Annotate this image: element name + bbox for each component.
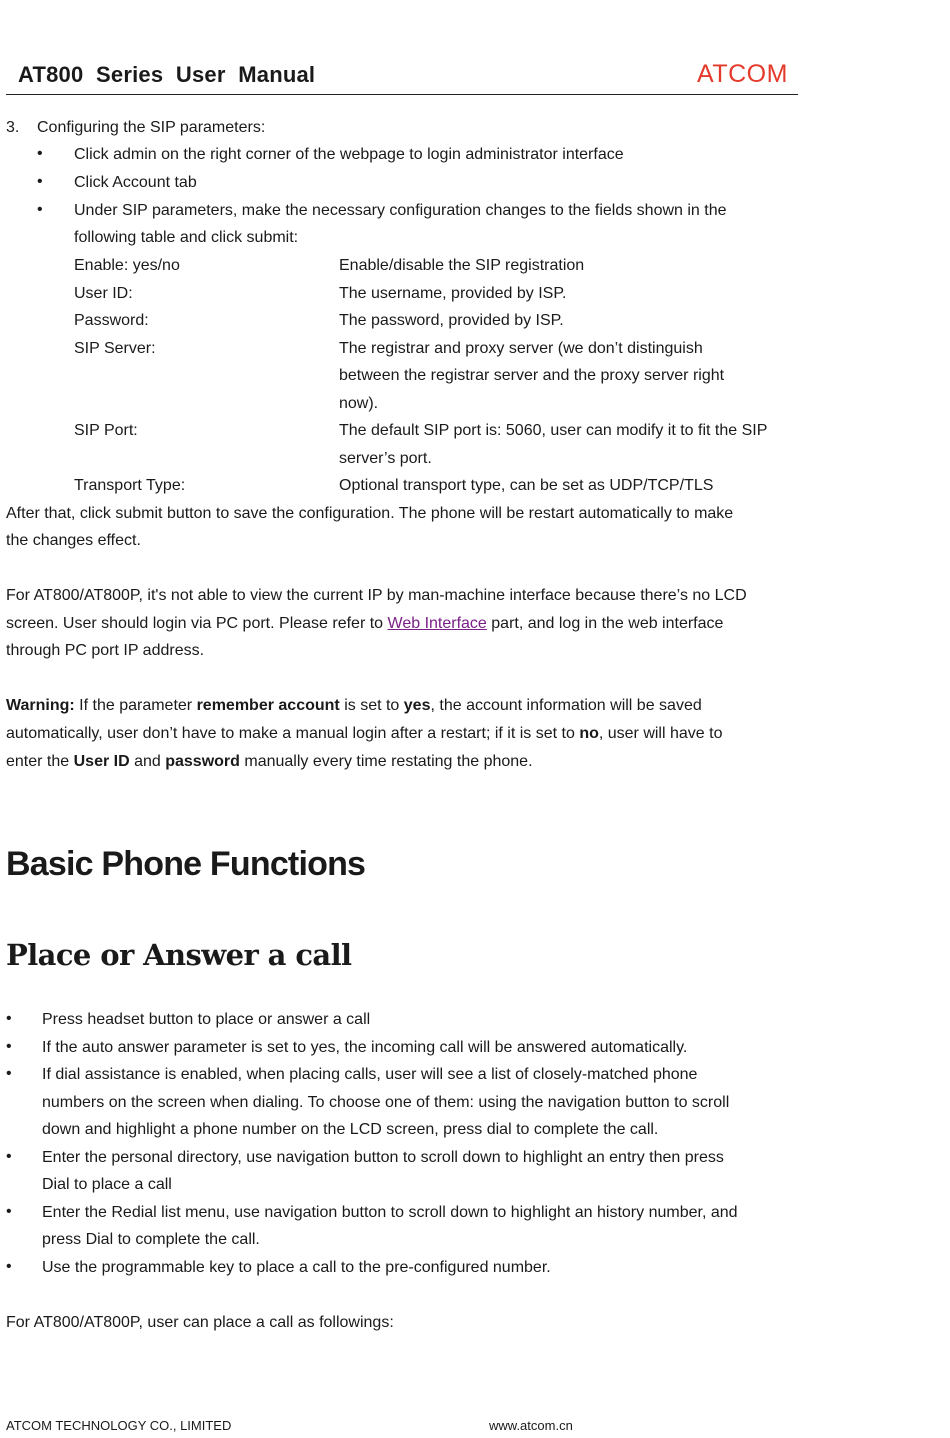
step-bullet: Click Account tab: [74, 174, 197, 191]
step-number: 3.: [6, 119, 20, 136]
param-name: Transport Type:: [74, 477, 186, 494]
paragraph-line: through PC port IP address.: [6, 642, 205, 659]
step-bullet: Click admin on the right corner of the webpage to login administrator interface: [74, 146, 624, 163]
call-bullet-cont: Dial to place a call: [42, 1176, 172, 1193]
param-desc: server’s port.: [339, 450, 432, 467]
bullet-dot: •: [37, 145, 43, 162]
step-bullet: Under SIP parameters, make the necessary configuration changes to the fields shown in the: [74, 202, 727, 219]
param-desc: The username, provided by ISP.: [339, 285, 567, 302]
bullet-dot: •: [6, 1148, 12, 1165]
param-name: SIP Server:: [74, 340, 156, 357]
call-bullet: Enter the personal directory, use navigation button to scroll down to highlight an entry then press: [42, 1149, 724, 1166]
param-desc: Optional transport type, can be set as UDP/TCP/TLS: [339, 477, 714, 494]
paragraph-line: screen. User should login via PC port. Please refer to Web Interface part, and log in the web interface: [6, 615, 724, 632]
bullet-dot: •: [6, 1010, 12, 1027]
section-heading: Basic Phone Functions: [6, 845, 366, 883]
param-desc: between the registrar server and the proxy server right: [339, 367, 725, 384]
call-bullet: Enter the Redial list menu, use navigation button to scroll down to highlight an history number, and: [42, 1204, 738, 1221]
param-desc: The default SIP port is: 5060, user can modify it to fit the SIP: [339, 422, 768, 439]
bullet-dot: •: [37, 201, 43, 218]
warning-label: Warning:: [6, 697, 75, 714]
bullet-dot: •: [6, 1258, 12, 1275]
paragraph-line: For AT800/AT800P, user can place a call as followings:: [6, 1314, 394, 1331]
warning-line: enter the User ID and password manually every time restating the phone.: [6, 753, 533, 770]
param-name: Password:: [74, 312, 149, 329]
call-bullet: Press headset button to place or answer a call: [42, 1011, 371, 1028]
step-title: Configuring the SIP parameters:: [37, 119, 266, 136]
param-desc: Enable/disable the SIP registration: [339, 257, 585, 274]
brand-logo: ATCOM: [697, 60, 788, 88]
call-bullet: Use the programmable key to place a call to the pre-configured number.: [42, 1259, 551, 1276]
footer-website: www.atcom.cn: [489, 1418, 573, 1433]
paragraph-line: For AT800/AT800P, it's not able to view the current IP by man-machine interface because there’s no LCD: [6, 587, 747, 604]
warning-line: Warning: If the parameter remember account is set to yes, the account information will be saved: [6, 697, 702, 714]
web-interface-link[interactable]: Web Interface: [387, 615, 487, 632]
param-name: User ID:: [74, 285, 133, 302]
bullet-dot: •: [6, 1065, 12, 1082]
bullet-dot: •: [6, 1203, 12, 1220]
paragraph-line: After that, click submit button to save the configuration. The phone will be restart automatically to make: [6, 505, 734, 522]
subsection-heading: Place or Answer a call: [6, 938, 352, 972]
footer-company: ATCOM TECHNOLOGY CO., LIMITED: [6, 1418, 232, 1433]
call-bullet-cont: numbers on the screen when dialing. To choose one of them: using the navigation button to scroll: [42, 1094, 730, 1111]
param-name: SIP Port:: [74, 422, 138, 439]
manual-title: AT800 Series User Manual: [18, 62, 316, 87]
param-desc: The registrar and proxy server (we don’t distinguish: [339, 340, 703, 357]
call-bullet-cont: down and highlight a phone number on the LCD screen, press dial to complete the call.: [42, 1121, 659, 1138]
paragraph-line: the changes effect.: [6, 532, 141, 549]
param-name: Enable: yes/no: [74, 257, 180, 274]
param-desc: now).: [339, 395, 379, 412]
bullet-dot: •: [6, 1038, 12, 1055]
call-bullet-cont: press Dial to complete the call.: [42, 1231, 260, 1248]
param-desc: The password, provided by ISP.: [339, 312, 564, 329]
call-bullet: If dial assistance is enabled, when placing calls, user will see a list of closely-matched phone: [42, 1066, 698, 1083]
bullet-dot: •: [37, 173, 43, 190]
step-bullet-cont: following table and click submit:: [74, 229, 299, 246]
header-divider: [6, 94, 798, 95]
call-bullet: If the auto answer parameter is set to yes, the incoming call will be answered automatically.: [42, 1039, 688, 1056]
warning-line: automatically, user don’t have to make a manual login after a restart; if it is set to no, user will have to: [6, 725, 723, 742]
